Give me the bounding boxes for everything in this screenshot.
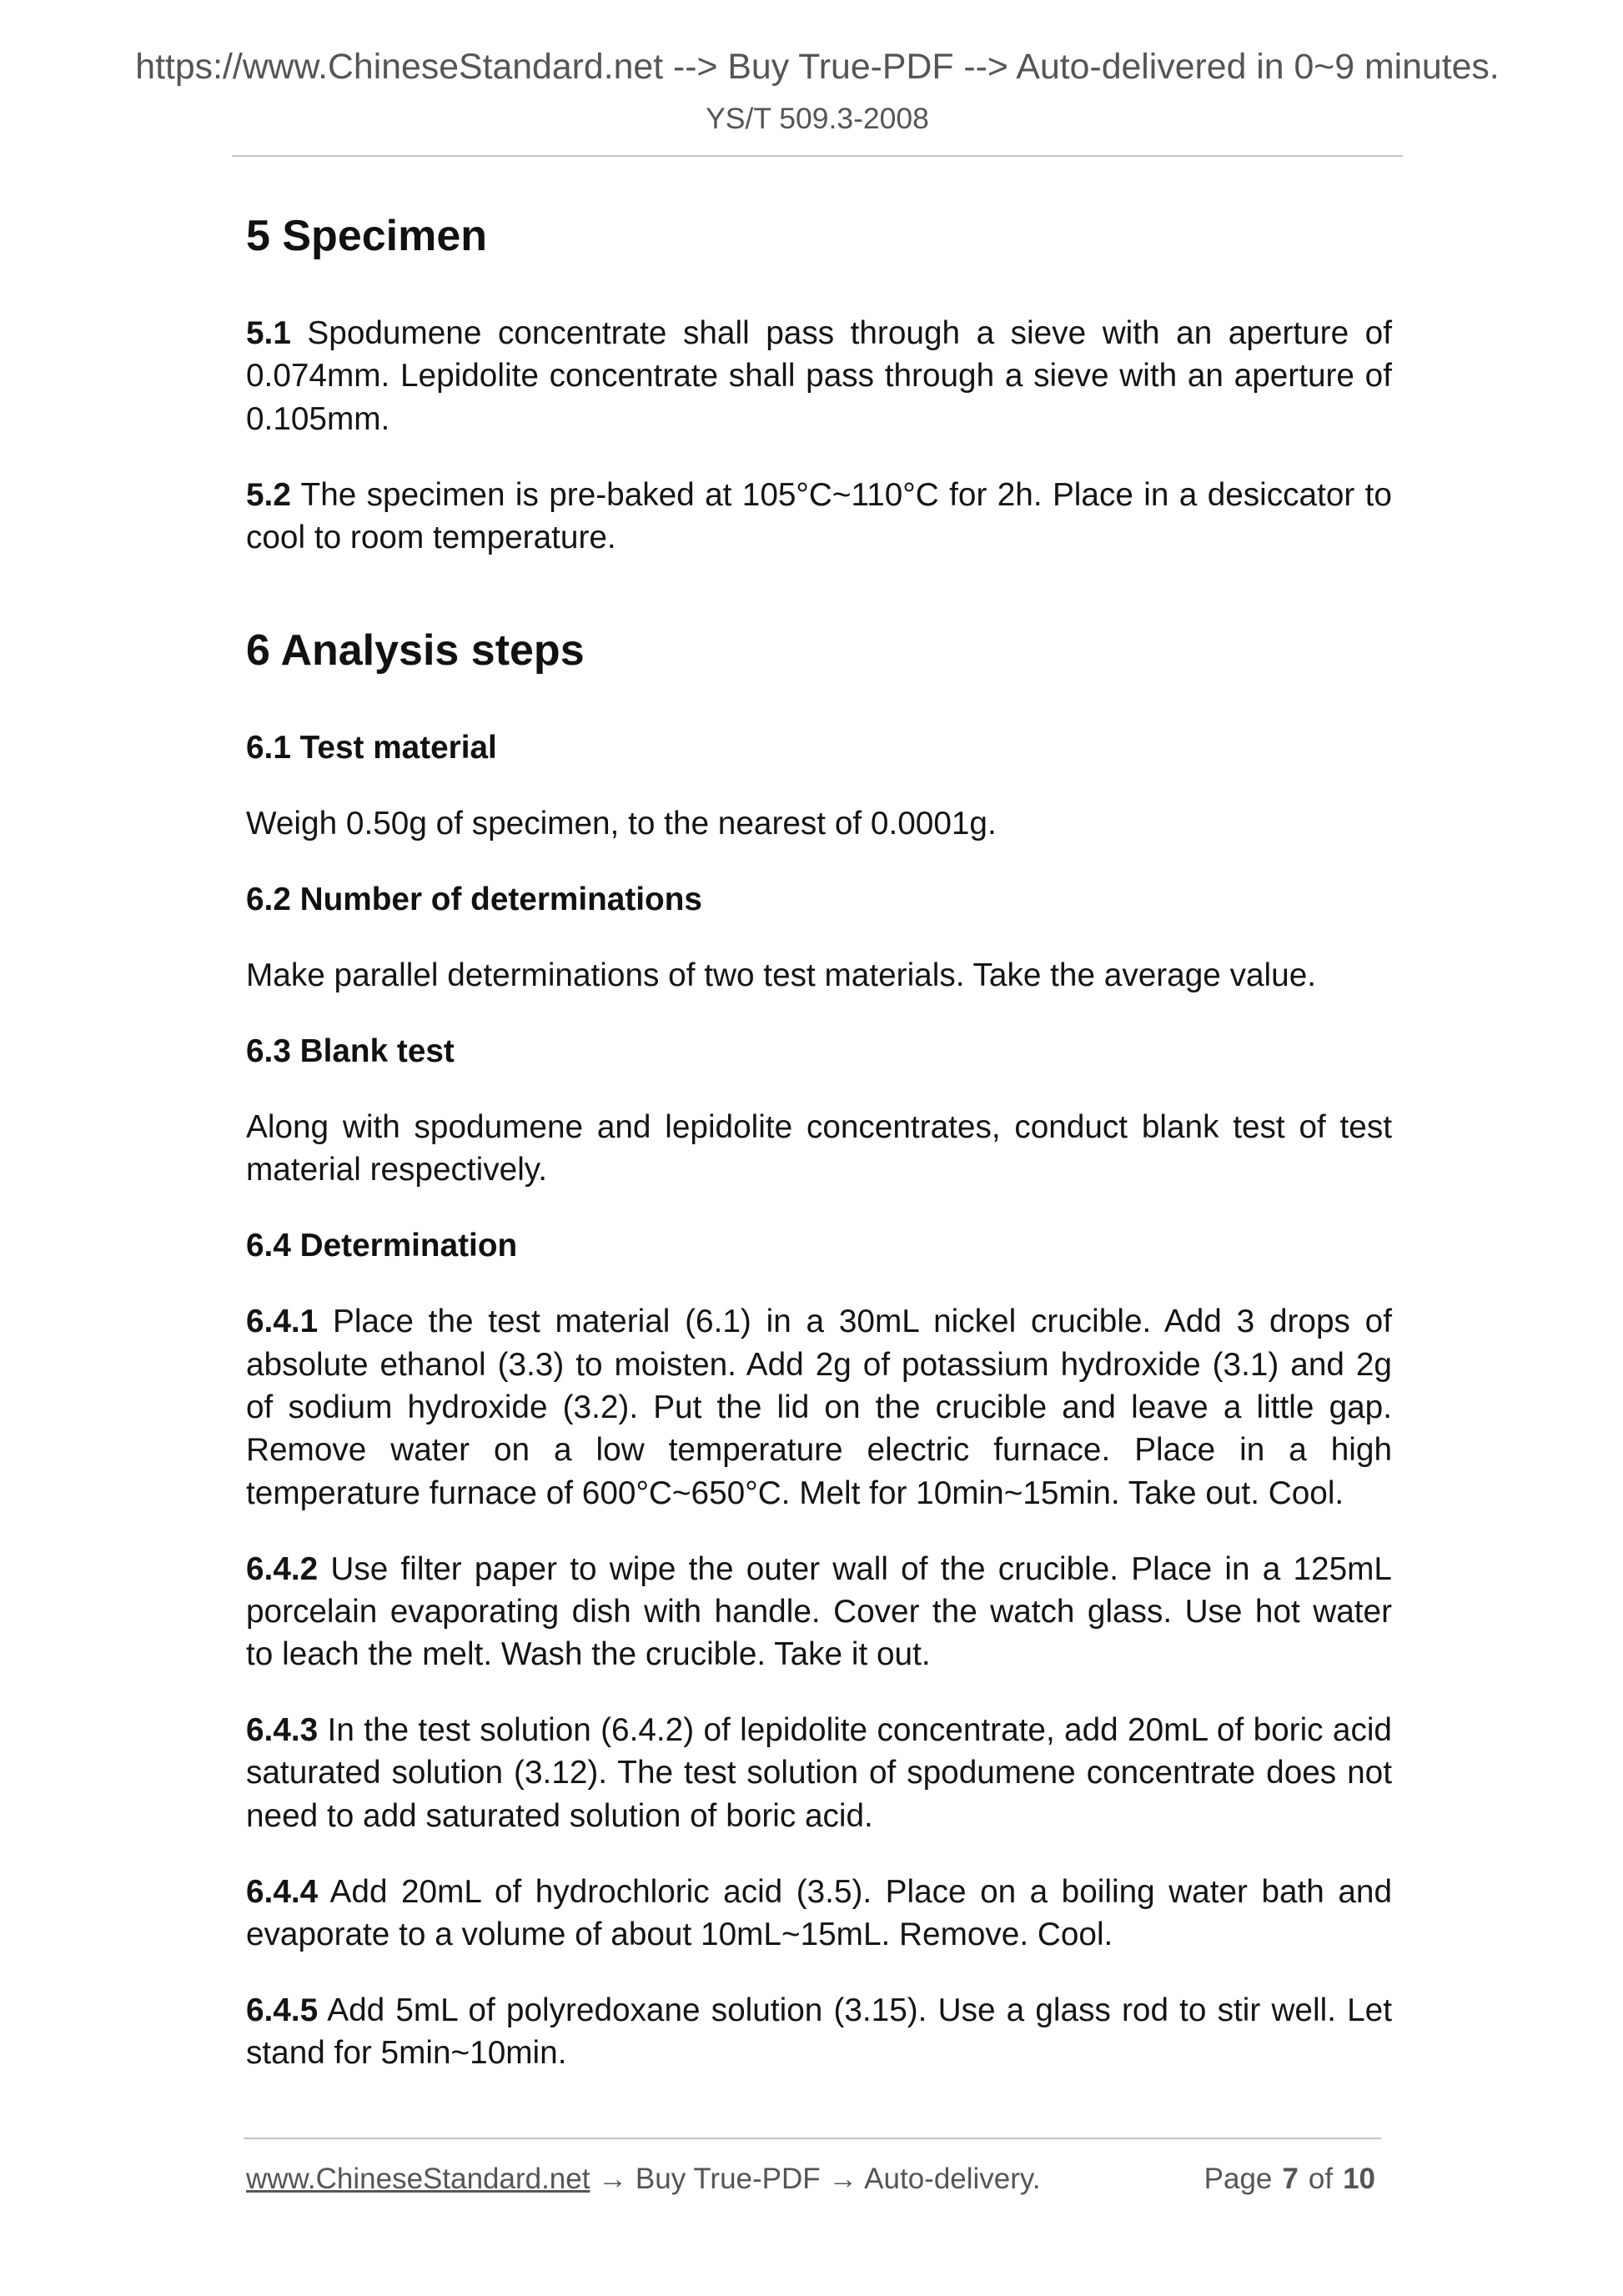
page-label: Page — [1203, 2163, 1273, 2195]
line-text: temperature furnace of 600°C~650°C. Melt for 10min~15min. Take out. Cool. — [246, 1475, 1344, 1511]
line-text: Add 5mL of polyredoxane solution (3.15). Use a glass rod to stir well. Let — [327, 1992, 1392, 2028]
text-line — [246, 1148, 1392, 1191]
text-line — [246, 1429, 1392, 1471]
line-text: of sodium hydroxide (3.2). Put the lid on the crucible and leave a little gap. — [246, 1389, 1392, 1425]
clause-6-4-2 — [246, 1548, 1392, 1676]
section-title-5: 5 Specimen — [246, 212, 488, 260]
footer-tagline: → Buy True-PDF → Auto-delivery. — [598, 2163, 1041, 2195]
text-line — [246, 2032, 1392, 2074]
text-line — [246, 354, 1392, 397]
text-line — [246, 1344, 1392, 1386]
clause-6-4-3 — [246, 1709, 1392, 1837]
page-footer — [246, 2162, 1375, 2197]
text-line — [246, 1871, 1392, 1913]
clause-number: 6.4.2 — [246, 1550, 319, 1587]
clause-5-2 — [246, 474, 1392, 560]
text-line — [246, 1633, 1392, 1676]
text-line — [246, 1913, 1392, 1956]
line-text: Place the test material (6.1) in a 30mL nickel crucible. Add 3 drops of — [332, 1304, 1392, 1340]
page-number — [1204, 2162, 1375, 2197]
text-line — [246, 802, 1392, 845]
line-text: saturated solution (3.12). The test solution of spodumene concentrate does not — [246, 1755, 1392, 1791]
line-text: Along with spodumene and lepidolite concentrates, conduct blank test of test — [246, 1109, 1392, 1146]
header-banner: https://www.ChineseStandard.net --> Buy True-PDF --> Auto-delivered in 0~9 minutes. — [135, 47, 1500, 87]
line-text: Add 20mL of hydrochloric acid (3.5). Place on a boiling water bath and — [329, 1873, 1392, 1910]
footer-divider — [244, 2138, 1381, 2139]
text-line — [246, 474, 1392, 516]
text-line — [246, 1989, 1392, 2032]
text-line — [246, 1106, 1392, 1148]
total-pages: 10 — [1343, 2163, 1375, 2195]
text-line — [246, 1795, 1392, 1837]
clause-5-1 — [246, 312, 1392, 440]
of-label: of — [1308, 2163, 1334, 2195]
line-text: 0.105mm. — [246, 400, 390, 437]
text-line — [246, 1590, 1392, 1633]
line-text: Weigh 0.50g of specimen, to the nearest of 0.0001g. — [246, 806, 997, 842]
subsection-heading-6-3: 6.3 Blank test — [246, 1033, 455, 1070]
subsection-text-6-1 — [246, 802, 1392, 845]
line-text: material respectively. — [246, 1152, 548, 1188]
clause-6-4-1 — [246, 1300, 1392, 1514]
subsection-text-6-3 — [246, 1106, 1392, 1192]
line-text: porcelain evaporating dish with handle. Cover the watch glass. Use hot water — [246, 1593, 1392, 1630]
page-body — [246, 209, 1392, 2075]
subsection-heading-6-1: 6.1 Test material — [246, 730, 497, 766]
footer-promo — [246, 2162, 1041, 2197]
clause-6-4-5 — [246, 1989, 1392, 2075]
text-line — [246, 1300, 1392, 1343]
line-text: Use filter paper to wipe the outer wall of the crucible. Place in a 125mL — [330, 1550, 1392, 1587]
clause-number: 6.4.1 — [246, 1304, 319, 1340]
text-line — [246, 1386, 1392, 1429]
text-line — [246, 312, 1392, 354]
text-line — [246, 398, 1392, 440]
subsection-heading-6-4: 6.4 Determination — [246, 1228, 518, 1264]
line-text: Make parallel determinations of two test materials. Take the average value. — [246, 957, 1317, 994]
footer-site-link[interactable]: www.ChineseStandard.net — [246, 2163, 590, 2195]
line-text: In the test solution (6.4.2) of lepidolite concentrate, add 20mL of boric acid — [327, 1712, 1392, 1749]
document-code: YS/T 509.3-2008 — [706, 102, 929, 135]
line-text: stand for 5min~10min. — [246, 2035, 567, 2072]
text-line — [246, 1709, 1392, 1751]
line-text: absolute ethanol (3.3) to moisten. Add 2g of potassium hydroxide (3.1) and 2g — [246, 1346, 1392, 1383]
section-title-6: 6 Analysis steps — [246, 626, 585, 676]
subsection-text-6-2 — [246, 954, 1392, 997]
text-line — [246, 516, 1392, 559]
current-page: 7 — [1282, 2163, 1299, 2195]
clause-number: 6.4.3 — [246, 1712, 319, 1749]
clause-number: 5.1 — [246, 315, 291, 351]
clause-number: 6.4.5 — [246, 1992, 319, 2028]
line-text: evaporate to a volume of about 10mL~15mL. Remove. Cool. — [246, 1916, 1113, 1952]
clause-number: 5.2 — [246, 476, 291, 513]
clause-6-4-4 — [246, 1871, 1392, 1957]
line-text: 0.074mm. Lepidolite concentrate shall pass through a sieve with an aperture of — [246, 358, 1392, 394]
line-text: cool to room temperature. — [246, 519, 616, 555]
line-text: Spodumene concentrate shall pass through a sieve with an aperture of — [307, 315, 1392, 351]
text-line — [246, 954, 1392, 997]
text-line — [246, 1548, 1392, 1590]
text-line — [246, 1751, 1392, 1794]
text-line — [246, 1472, 1392, 1515]
line-text: to leach the melt. Wash the crucible. Take it out. — [246, 1636, 931, 1673]
header-divider — [232, 155, 1403, 157]
line-text: The specimen is pre-baked at 105°C~110°C for 2h. Place in a desiccator to — [300, 476, 1392, 513]
subsection-heading-6-2: 6.2 Number of determinations — [246, 882, 702, 918]
line-text: need to add saturated solution of boric acid. — [246, 1797, 873, 1834]
line-text: Remove water on a low temperature electric furnace. Place in a high — [246, 1432, 1392, 1469]
clause-number: 6.4.4 — [246, 1873, 319, 1910]
